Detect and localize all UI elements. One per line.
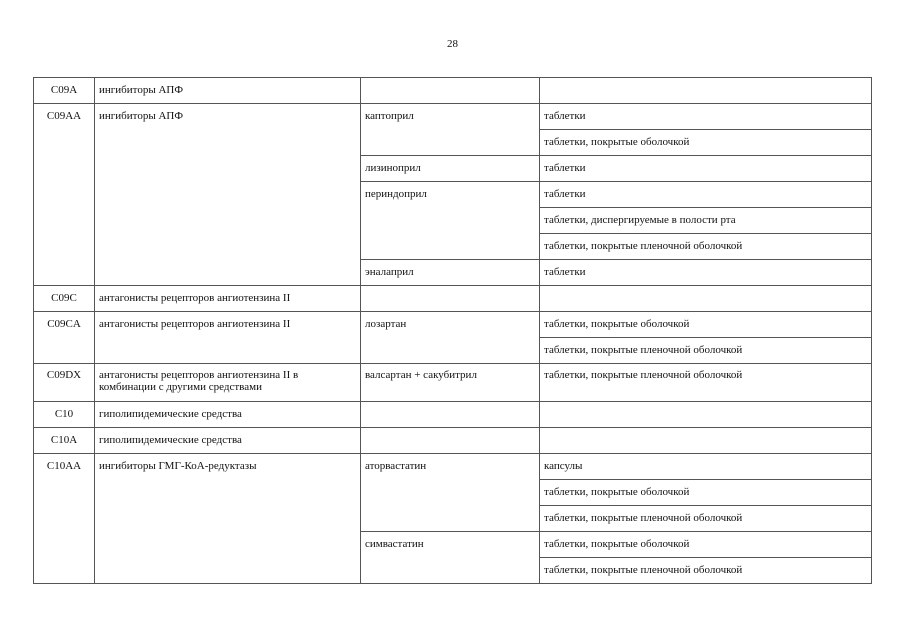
form-cell: таблетки, диспергируемые в полости рта xyxy=(540,208,872,234)
form-cell: таблетки, покрытые пленочной оболочкой xyxy=(540,364,872,402)
table-row xyxy=(34,312,872,338)
form-cell: таблетки xyxy=(540,182,872,208)
drug-table xyxy=(33,77,872,584)
substance-cell: лозартан xyxy=(361,312,540,364)
form-cell: таблетки, покрытые пленочной оболочкой xyxy=(540,506,872,532)
group-cell: гиполипидемические средства xyxy=(95,428,361,454)
table-row xyxy=(34,428,872,454)
table-row xyxy=(34,286,872,312)
form-cell: таблетки, покрытые оболочкой xyxy=(540,480,872,506)
table-row xyxy=(34,402,872,428)
form-cell: таблетки xyxy=(540,156,872,182)
atc-code-cell: C10AA xyxy=(34,454,95,584)
table-row xyxy=(34,364,872,402)
atc-code-cell: C10A xyxy=(34,428,95,454)
group-cell: ингибиторы АПФ xyxy=(95,78,361,104)
group-cell: антагонисты рецепторов ангиотензина II в комбинации с другими средствами xyxy=(95,364,361,402)
substance-cell: эналаприл xyxy=(361,260,540,286)
substance-cell: симвастатин xyxy=(361,532,540,584)
form-cell: капсулы xyxy=(540,454,872,480)
form-cell xyxy=(540,286,872,312)
atc-code-cell: C09DX xyxy=(34,364,95,402)
form-cell xyxy=(540,428,872,454)
form-cell xyxy=(540,402,872,428)
substance-cell xyxy=(361,286,540,312)
group-cell: антагонисты рецепторов ангиотензина II xyxy=(95,312,361,364)
group-cell: гиполипидемические средства xyxy=(95,402,361,428)
table-row xyxy=(34,78,872,104)
atc-code-cell: C10 xyxy=(34,402,95,428)
form-cell: таблетки, покрытые оболочкой xyxy=(540,312,872,338)
substance-cell xyxy=(361,402,540,428)
form-cell: таблетки, покрытые пленочной оболочкой xyxy=(540,558,872,584)
table-row xyxy=(34,104,872,130)
form-cell: таблетки, покрытые пленочной оболочкой xyxy=(540,338,872,364)
substance-cell: лизиноприл xyxy=(361,156,540,182)
form-cell xyxy=(540,78,872,104)
atc-code-cell: C09AA xyxy=(34,104,95,286)
atc-code-cell: C09CA xyxy=(34,312,95,364)
form-cell: таблетки xyxy=(540,260,872,286)
form-cell: таблетки, покрытые оболочкой xyxy=(540,532,872,558)
group-cell: антагонисты рецепторов ангиотензина II xyxy=(95,286,361,312)
form-cell: таблетки, покрытые пленочной оболочкой xyxy=(540,234,872,260)
substance-cell xyxy=(361,78,540,104)
group-cell: ингибиторы АПФ xyxy=(95,104,361,286)
substance-cell xyxy=(361,428,540,454)
atc-code-cell: C09C xyxy=(34,286,95,312)
table-row xyxy=(34,454,872,480)
group-cell: ингибиторы ГМГ-КоА-редуктазы xyxy=(95,454,361,584)
form-cell: таблетки, покрытые оболочкой xyxy=(540,130,872,156)
substance-cell: периндоприл xyxy=(361,182,540,260)
substance-cell: каптоприл xyxy=(361,104,540,156)
atc-code-cell: C09A xyxy=(34,78,95,104)
substance-cell: валсартан + сакубитрил xyxy=(361,364,540,402)
substance-cell: аторвастатин xyxy=(361,454,540,532)
page-number: 28 xyxy=(447,38,458,50)
form-cell: таблетки xyxy=(540,104,872,130)
